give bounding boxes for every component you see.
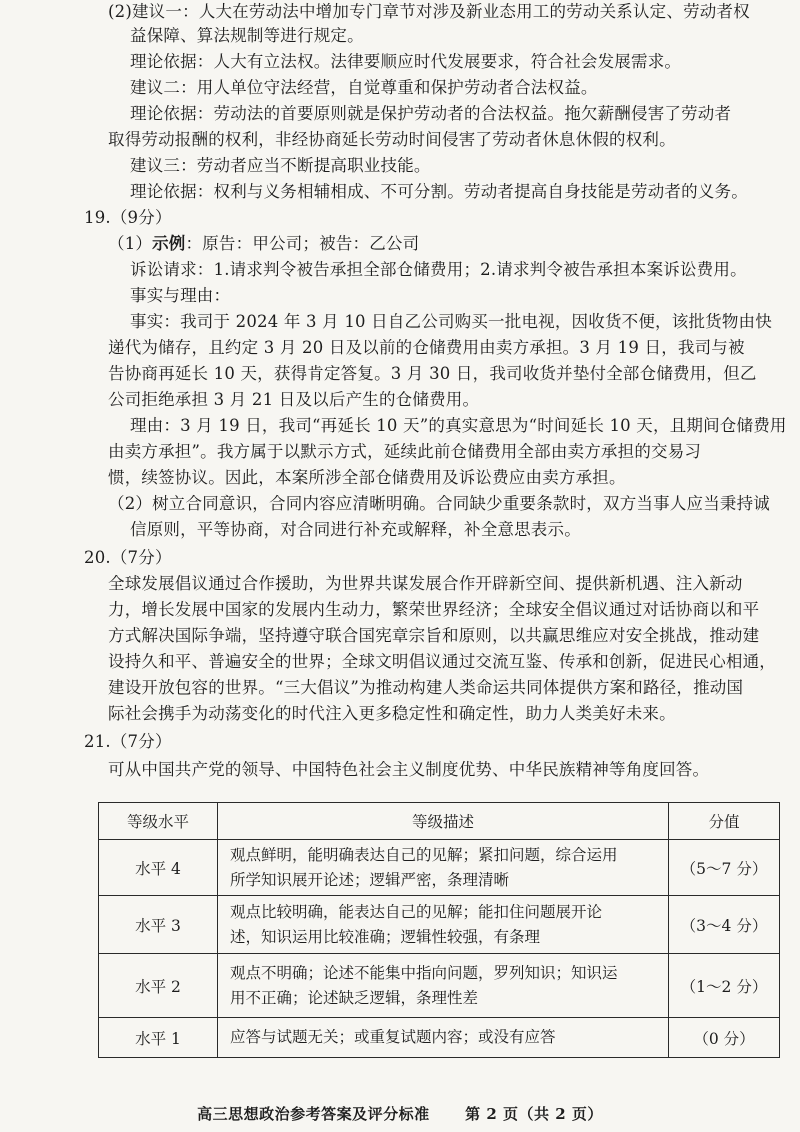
table-row: [99, 896, 780, 954]
q21-text: 可从中国共产党的领导、中国特色社会主义制度优势、中华民族精神等角度回答。: [108, 760, 710, 779]
table-row: [99, 1018, 780, 1058]
q18-basis-2-cont: 取得劳动报酬的权利，非经协商延长劳动时间侵害了劳动者休息休假的权利。: [108, 130, 676, 149]
description-line: 用不正确；论述缺乏逻辑，条理性差: [230, 988, 479, 1007]
score-cell: （0 分）: [669, 1018, 780, 1058]
q20-text-4: 设持久和平、普遍安全的世界；全球文明倡议通过交流互鉴、传承和创新，促进民心相通，: [108, 652, 776, 671]
q19-heading: 19.（9分）: [84, 208, 172, 227]
page-footer: [0, 1103, 800, 1124]
q20-text-1: 全球发展倡议通过合作援助，为世界共谋发展合作开辟新空间、提供新机遇、注入新动: [108, 574, 743, 593]
description-line: 观点不明确；论述不能集中指向问题，罗列知识；知识运: [230, 963, 618, 982]
description-line: 观点比较明确，能表达自己的见解；能扣住问题展开论: [230, 902, 603, 921]
description-cell: [218, 954, 669, 1018]
q18-suggestion-2: 建议二：用人单位守法经营，自觉尊重和保护劳动者合法权益。: [130, 78, 598, 97]
level-cell: 水平 4: [99, 840, 218, 896]
q19-reason-3: 惯，续签协议。因此，本案所涉全部仓储费用及诉讼费应由卖方承担。: [108, 468, 626, 487]
page-number: 第 2 页（共 2 页）: [465, 1105, 603, 1123]
score-cell: （5～7 分）: [669, 840, 780, 896]
description-line: 所学知识展开论述；逻辑严密，条理清晰: [230, 870, 510, 889]
header-level: 等级水平: [99, 803, 218, 840]
q19-reason-2: 由卖方承担”。我方属于以默示方式，延续此前仓储费用全部由卖方承担的交易习: [108, 442, 702, 461]
description-line: 述，知识运用比较准确；逻辑性较强，有条理: [230, 927, 541, 946]
q19-facts-1: 事实：我司于 2024 年 3 月 10 日自乙公司购买一批电视，因收货不便，该批货物由快: [130, 312, 772, 331]
description-cell: [218, 840, 669, 896]
level-cell: 水平 3: [99, 896, 218, 954]
q19-part2-2: 信原则，平等协商，对合同进行补充或解释，补全意思表示。: [130, 520, 581, 539]
q19-part2-1: （2）树立合同意识，合同内容应清晰明确。合同缺少重要条款时，双方当事人应当秉持诚: [108, 494, 770, 513]
q19-facts-heading: 事实与理由：: [130, 286, 231, 305]
q19-facts-4: 公司拒绝承担 3 月 21 日及以后产生的仓储费用。: [108, 390, 480, 409]
header-score: 分值: [669, 803, 780, 840]
q20-text-6: 际社会携手为动荡变化的时代注入更多稳定性和确定性，助力人类美好未来。: [108, 704, 676, 723]
table-row: [99, 840, 780, 896]
q19-facts-2: 递代为储存，且约定 3 月 20 日及以前的仓储费用由卖方承担。3 月 19 日，我司与被: [108, 338, 745, 357]
q19-part1-label: （1）: [108, 234, 153, 253]
q19-example-label: 示例: [152, 234, 186, 253]
q18-suggestion-1-cont: 益保障、算法规制等进行规定。: [130, 26, 364, 45]
q18-suggestion-3: 建议三：劳动者应当不断提高职业技能。: [130, 156, 431, 175]
grading-table: [98, 802, 780, 1058]
header-description: 等级描述: [218, 803, 669, 840]
q18-suggestion-1: (2)建议一：人大在劳动法中增加专门章节对涉及新业态用工的劳动关系认定、劳动者权: [108, 2, 750, 21]
q21-heading: 21.（7分）: [84, 732, 172, 751]
description-line: 观点鲜明，能明确表达自己的见解；紧扣问题，综合运用: [230, 845, 618, 864]
level-cell: 水平 1: [99, 1018, 218, 1058]
footer-title: 高三思想政治参考答案及评分标准: [197, 1105, 430, 1123]
q19-reason-1: 理由：3 月 19 日，我司“再延长 10 天”的真实意思为“时间延长 10 天，且期间仓储费用: [130, 416, 787, 435]
q19-facts-3: 告协商再延长 10 天，获得肯定答复。3 月 30 日，我司收货并垫付全部仓储费用，但乙: [108, 364, 757, 383]
q20-heading: 20.（7分）: [84, 548, 172, 567]
q19-part1-line: [108, 232, 419, 256]
q20-text-3: 方式解决国际争端，坚持遵守联合国宪章宗旨和原则，以共赢思维应对安全挑战，推动建: [108, 626, 760, 645]
q19-parties: ：原告：甲公司；被告：乙公司: [185, 234, 420, 253]
score-cell: （1～2 分）: [669, 954, 780, 1018]
description-cell: 应答与试题无关；或重复试题内容；或没有应答: [218, 1018, 669, 1058]
q18-basis-2: 理论依据：劳动法的首要原则就是保护劳动者的合法权益。拖欠薪酬侵害了劳动者: [130, 104, 732, 123]
table-row: [99, 954, 780, 1018]
table-header-row: [99, 803, 780, 840]
level-cell: 水平 2: [99, 954, 218, 1018]
q18-basis-3: 理论依据：权利与义务相辅相成、不可分割。劳动者提高自身技能是劳动者的义务。: [130, 182, 748, 201]
q18-basis-1: 理论依据：人大有立法权。法律要顺应时代发展要求，符合社会发展需求。: [130, 52, 682, 71]
score-cell: （3～4 分）: [669, 896, 780, 954]
q19-claims: 诉讼请求：1.请求判令被告承担全部仓储费用；2.请求判令被告承担本案诉讼费用。: [130, 260, 747, 279]
q20-text-2: 力，增长发展中国家的发展内生动力，繁荣世界经济；全球安全倡议通过对话协商以和平: [108, 600, 760, 619]
q20-text-5: 建设开放包容的世界。“三大倡议”为推动构建人类命运共同体提供方案和路径，推动国: [108, 678, 744, 697]
description-cell: [218, 896, 669, 954]
